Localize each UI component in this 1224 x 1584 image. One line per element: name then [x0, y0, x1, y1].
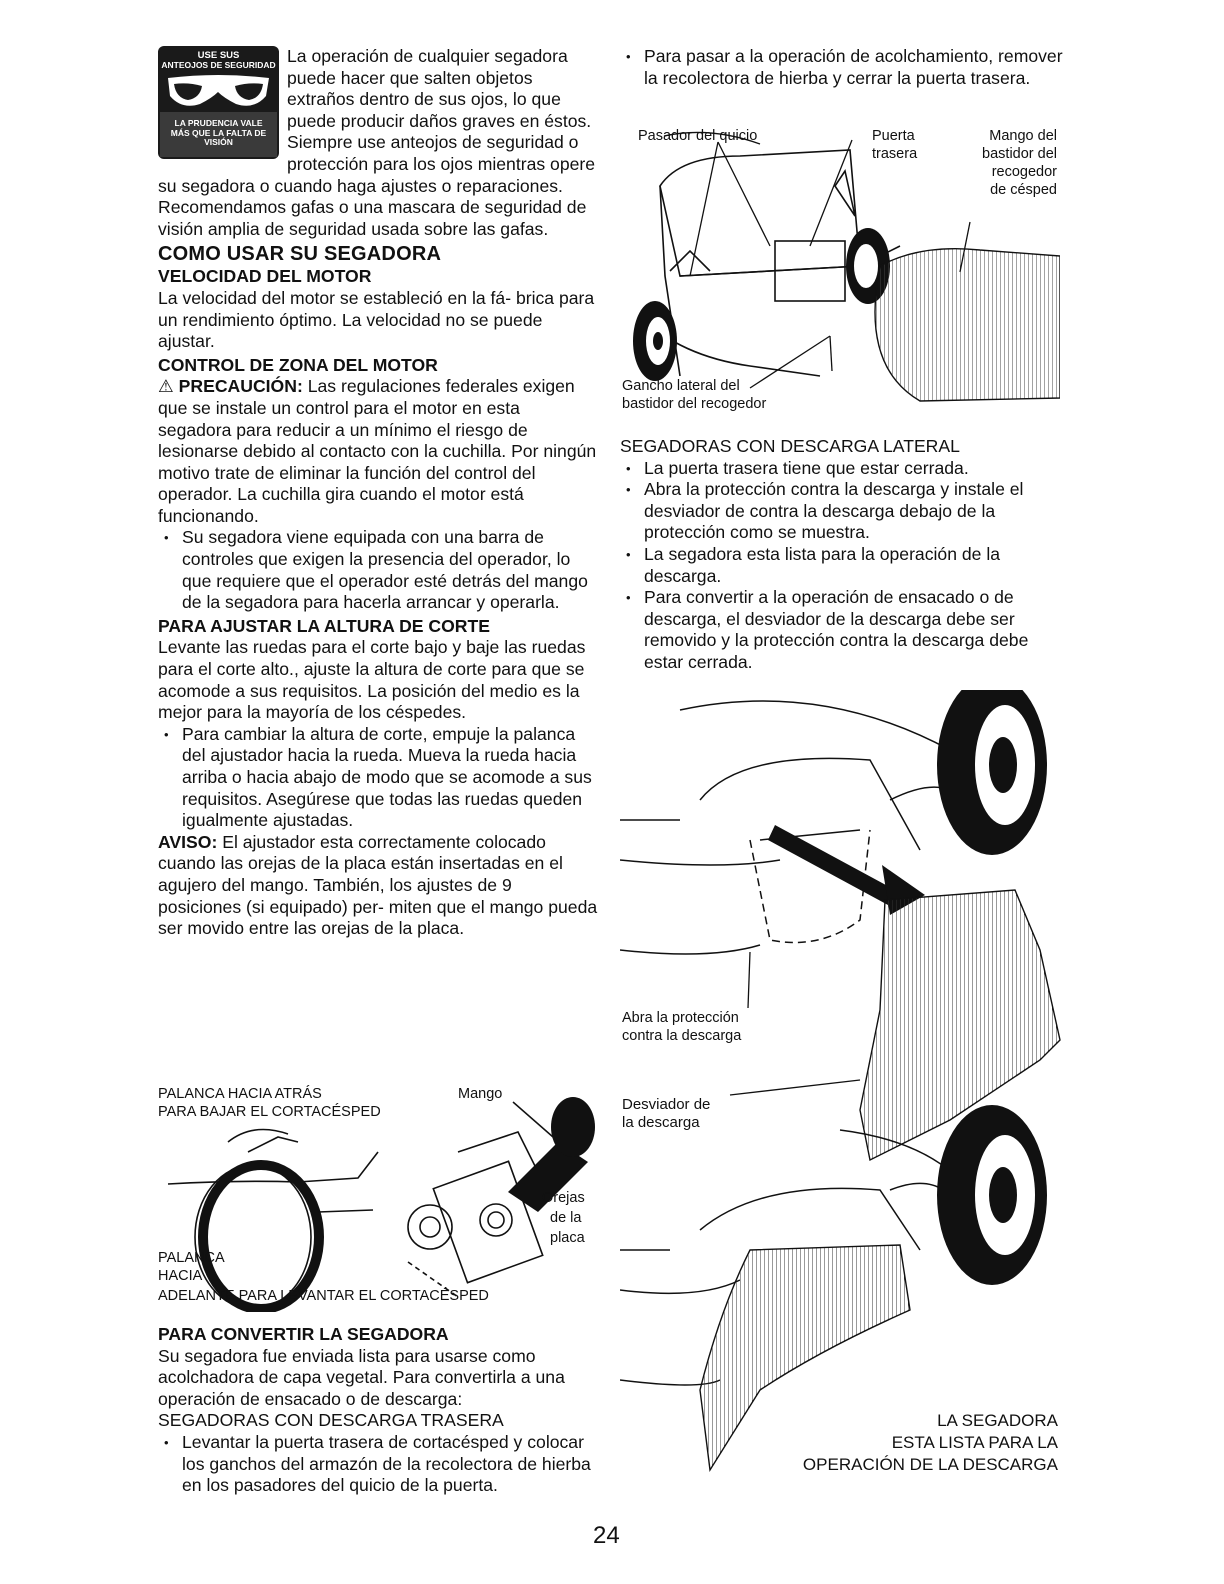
precaucion-text: Las regulaciones federales exigen que se instale un control para el motor en esta segadora para reducir a un mínimo el riesgo de lesionarse debido al contacto con la cuchilla. Por ningún motivo trate de eliminar la función del control del operador. La cuchilla gira cuando el motor está funcionando. [158, 376, 597, 526]
precaucion-paragraph [158, 376, 598, 527]
bullet-lateral-1: • La puerta trasera tiene que estar cerrada. [620, 458, 1070, 480]
heading-control-zona: CONTROL DE ZONA DEL MOTOR [158, 354, 438, 375]
fig-label-lista-2: ESTA LISTA PARA LA [891, 1433, 1058, 1452]
aviso-label: AVISO: [158, 831, 218, 852]
badge-line2: ANTEOJOS DE SEGURIDAD [161, 60, 276, 70]
fig-label-puerta-1: Puerta [872, 128, 915, 144]
convertir-text: Su segadora fue enviada lista para usarse como acolchadora de capa vegetal. Para convertirla a una operación de ensacado o de descarga: [158, 1345, 565, 1409]
safety-intro: La operación de cualquier segadora puede hacer que salten objetos extraños dentro de sus ojos, lo que puede producir daños graves en éstos. Siempre use anteojos de seguridad o protección para los ojos mientras opere su segadora o cuando haga ajustes o reparaciones. Recomendamos gafas o una mascara de seguridad de visión amplia de seguridad usada sobre las gafas. [158, 46, 596, 239]
fig-label-gancho-2: bastidor del recogedor [622, 396, 767, 412]
height-adjuster-figure [158, 1082, 598, 1312]
fig-label-desviador-2: la descarga [622, 1114, 700, 1131]
fig-label-abra-2: contra la descarga [622, 1028, 742, 1044]
badge-line1: USE SUS [197, 50, 240, 61]
side-discharge-section [620, 436, 1070, 674]
bullet-altura: • Para cambiar la altura de corte, empuje la palanca del ajustador hacia la rueda. Mueva la rueda hacia arriba o hacia abajo de modo que se acomode a sus requisitos. Asegúrese que todas las ruedas queden igualmente ajustadas. [158, 724, 598, 832]
altura-text: Levante las ruedas para el corte bajo y baje las ruedas para el corte alto., ajuste la altura de corte para que se acomode a sus requisitos. La posición del medio es la mejor para la mayoría de los céspedes. [158, 637, 586, 723]
heading-como-usar: COMO USAR SU SEGADORA [158, 243, 442, 266]
left-column-bottom [158, 1322, 598, 1497]
fig-label-mango-3: recogedor [991, 164, 1057, 180]
fig-label-mango-4: de césped [990, 182, 1057, 198]
bullet-trasera: • Levantar la puerta trasera de cortacésped y colocar los ganchos del armazón de la recolectora de hierba en los pasadores del quicio de la puerta. [158, 1432, 598, 1497]
fig-label-palanca-3: ADELANTE PARA LEVANTAR EL CORTACÉSPED [158, 1288, 489, 1304]
fig-label-orejas-1: Orejas [542, 1190, 585, 1206]
heading-velocidad: VELOCIDAD DEL MOTOR [158, 266, 372, 287]
bullet-acolchamiento: • Para pasar a la operación de acolchamiento, remover la recolectora de hierba y cerrar la puerta trasera. [620, 46, 1070, 89]
fig-label-palanca-atras-2: PARA BAJAR EL CORTACÉSPED [158, 1104, 381, 1120]
fig-label-mango-1: Mango del [989, 128, 1057, 144]
fig-label-gancho-1: Gancho lateral del [622, 378, 740, 394]
fig-label-palanca-atras-1: PALANCA HACIA ATRÁS [158, 1086, 322, 1102]
left-column [158, 46, 598, 940]
aviso-paragraph [158, 832, 598, 940]
fig-label-lista-1: LA SEGADORA [937, 1411, 1058, 1430]
heading-descarga-trasera: SEGADORAS CON DESCARGA TRASERA [158, 1410, 504, 1431]
fig-label-orejas-2: de la [550, 1210, 582, 1226]
heading-descarga-lateral: SEGADORAS CON DESCARGA LATERAL [620, 436, 960, 456]
grass-catcher-figure [620, 126, 1060, 418]
fig-label-pasador: Pasador del quicio [638, 128, 758, 144]
bullet-lateral-2: • Abra la protección contra la descarga y instale el desviador de contra la descarga debajo de la protección como se muestra. [620, 479, 1070, 544]
badge-line3: LA PRUDENCIA VALE MÁS QUE LA FALTA DE VISIÓN [170, 118, 267, 147]
bullet-lateral-3: • La segadora esta lista para la operación de la descarga. [620, 544, 1070, 587]
heading-altura: PARA AJUSTAR LA ALTURA DE CORTE [158, 615, 490, 636]
discharge-deflector-figure [620, 690, 1070, 1510]
fig-label-abra-1: Abra la protección [622, 1010, 739, 1026]
fig-label-desviador-1: Desviador de [622, 1096, 711, 1113]
fig-label-mango-2: bastidor del [982, 146, 1057, 162]
heading-convertir: PARA CONVERTIR LA SEGADORA [158, 1324, 449, 1344]
right-column [620, 46, 1070, 89]
aviso-text: El ajustador esta correctamente colocado cuando las orejas de la placa están insertadas en el agujero del mango. También, los ajustes de 9 posiciones (si equipado) per- miten que el mango pueda ser movido entre las orejas de la placa. [158, 831, 598, 939]
safety-glasses-badge [158, 46, 279, 159]
fig-label-palanca-1: PALANCA [158, 1250, 225, 1266]
bullet-control: • Su segadora viene equipada con una barra de controles que exigen la presencia del operador, lo que requiere que el operador esté detrás del mango de la segadora para hacerla arrancar y operarla. [158, 527, 598, 613]
fig-label-puerta-2: trasera [872, 146, 918, 162]
velocidad-text: La velocidad del motor se estableció en la fá- brica para un rendimiento óptimo. La velocidad no se puede ajustar. [158, 287, 595, 352]
fig-label-orejas-3: placa [550, 1230, 585, 1246]
bullet-lateral-4: • Para convertir a la operación de ensacado o de descarga, el desviador de la descarga debe ser removido y la protección contra la descarga debe estar cerrada. [620, 587, 1070, 673]
precaucion-label: PRECAUCIÓN: [178, 376, 303, 397]
warning-icon: ⚠ [158, 376, 174, 397]
fig-label-lista-3: OPERACIÓN DE LA DESCARGA [802, 1455, 1058, 1474]
page-number: 24 [593, 1522, 620, 1549]
fig-label-mango: Mango [458, 1086, 503, 1102]
fig-label-palanca-2: HACIA [158, 1268, 203, 1284]
